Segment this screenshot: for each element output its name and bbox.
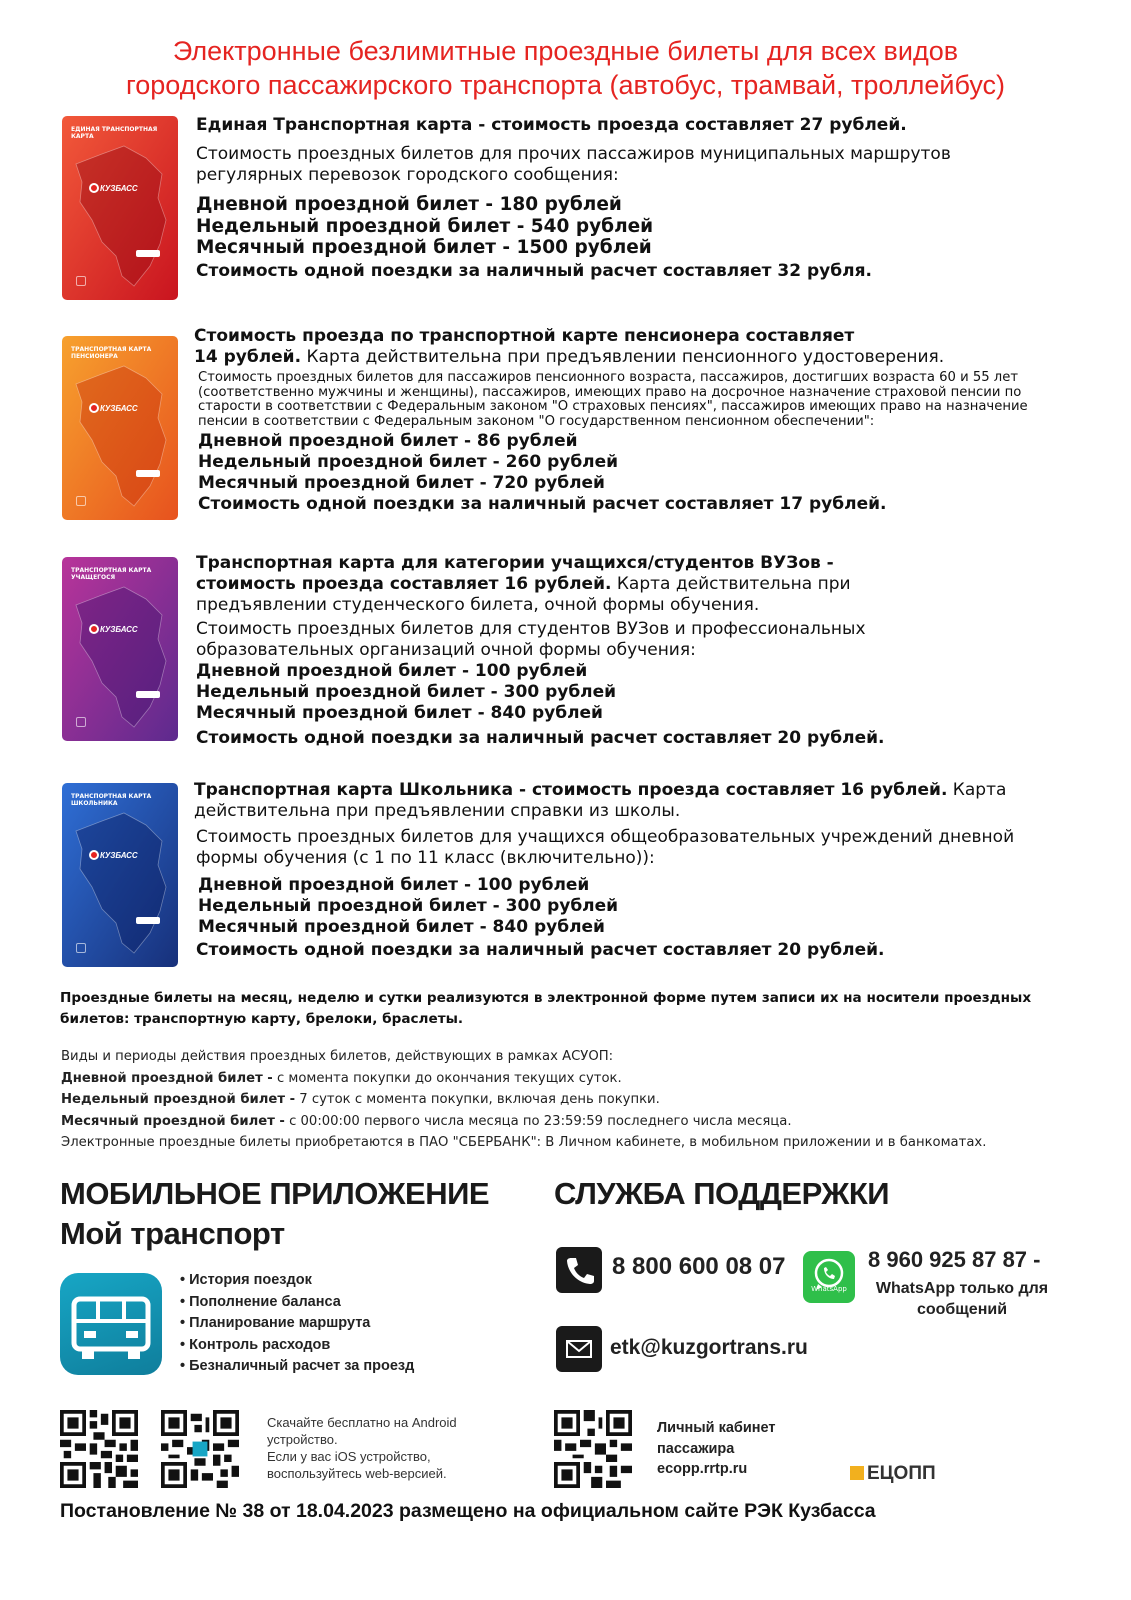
card-pensioner-image [62, 336, 178, 520]
card-student-tag [136, 691, 160, 698]
download-line: Если у вас iOS устройство, [267, 1449, 431, 1464]
section-pensioner [194, 326, 1064, 515]
card-schoolchild-logo-dot [89, 850, 99, 860]
contactless-icon [76, 717, 86, 727]
heading-bold: Транспортная карта для категории учащихся/студентов ВУЗов - [196, 553, 834, 573]
app-name: Мой транспорт [60, 1216, 285, 1251]
period-week-label: Недельный проездной билет - [61, 1092, 296, 1107]
feature-item: • Планирование маршрута [180, 1315, 371, 1331]
card-unified-tag [136, 250, 160, 257]
heading-bold: Стоимость проезда по транспортной карте пенсионера составляет [194, 326, 855, 346]
section-heading [194, 780, 1078, 822]
purchase-info: Электронные проездные билеты приобретаются в ПАО "СБЕРБАНК": В Личном кабинете, в мобильном приложении и в банкоматах. [61, 1135, 987, 1150]
bus-icon[interactable] [60, 1273, 162, 1375]
card-student-label: ТРАНСПОРТНАЯ КАРТА УЧАЩЕГОСЯ [71, 567, 152, 581]
whatsapp-icon-label: WhatsApp [811, 1285, 847, 1293]
heading-bold-2: 14 рублей. [194, 347, 302, 367]
ecopp-name: ЕЦОПП [867, 1463, 936, 1484]
support-email[interactable]: etk@kuzgortrans.ru [610, 1336, 808, 1359]
feature-item: • История поездок [180, 1272, 312, 1288]
price-month: Месячный проездной билет - 1500 рублей [196, 237, 652, 258]
contactless-icon [76, 943, 86, 953]
download-line: Скачайте бесплатно на Android [267, 1415, 457, 1430]
app-heading [60, 1174, 489, 1254]
card-schoolchild-brand: КУЗБАСС [100, 851, 138, 860]
heading-rest: Карта действительна при предъявлении справки из школы. [194, 780, 1007, 821]
price-day: Дневной проездной билет - 100 рублей [198, 875, 590, 895]
price-list [194, 875, 1078, 938]
card-unified-image [62, 116, 178, 300]
price-day: Дневной проездной билет - 86 рублей [198, 431, 578, 451]
card-pensioner-brand: КУЗБАСС [100, 404, 138, 413]
section-description: Стоимость проездных билетов для студентов ВУЗов и профессиональных образовательных организаций очной формы обучения: [196, 619, 866, 660]
price-week: Недельный проездной билет - 300 рублей [198, 896, 619, 916]
whatsapp-icon [803, 1251, 855, 1303]
period-week [61, 1089, 1121, 1111]
period-week-text: 7 суток с момента покупки, включая день покупки. [295, 1092, 660, 1107]
qr-code-cabinet[interactable] [554, 1410, 632, 1488]
app-heading-title: МОБИЛЬНОЕ ПРИЛОЖЕНИЕ [60, 1176, 490, 1211]
app-features [180, 1270, 414, 1378]
price-list [194, 431, 1064, 515]
price-week: Недельный проездной билет - 300 рублей [196, 682, 617, 702]
phone-icon [556, 1247, 602, 1293]
section-description: Стоимость проездных билетов для учащихся общеобразовательных учреждений дневной формы обучения (с 1 по 11 класс (включительно)): [196, 827, 1015, 868]
feature-item: • Безналичный расчет за проезд [180, 1358, 415, 1374]
card-student-image [62, 557, 178, 741]
card-unified-brand: КУЗБАСС [100, 184, 138, 193]
periods-info [61, 1046, 1121, 1154]
card-schoolchild-tag [136, 917, 160, 924]
price-week: Недельный проездной билет - 260 рублей [198, 452, 619, 472]
section-schoolchild [194, 780, 1078, 961]
contactless-icon [76, 496, 86, 506]
cabinet-line: Личный кабинет [657, 1420, 776, 1436]
contactless-icon [76, 276, 86, 286]
section-heading [196, 553, 936, 616]
card-pensioner-label: ТРАНСПОРТНАЯ КАРТА ПЕНСИОНЕРА [71, 346, 152, 360]
price-week: Недельный проездной билет - 540 рублей [196, 215, 654, 237]
feature-item: • Контроль расходов [180, 1336, 331, 1353]
ecopp-logo [850, 1463, 936, 1485]
ecopp-mark-icon [850, 1466, 864, 1480]
carriers-note: Проездные билеты на месяц, неделю и сутки реализуются в электронной форме путем записи их на носители проездных билетов: транспортную карту, брелоки, браслеты. [60, 990, 1032, 1027]
cash-price: Стоимость одной поездки за наличный расчет составляет 32 рубля. [196, 260, 872, 281]
feature-label: Безналичный расчет за проезд [189, 1358, 415, 1374]
period-day [61, 1068, 1121, 1090]
period-month-text: с 00:00:00 первого числа месяца по 23:59:59 последнего числа месяца. [284, 1113, 792, 1129]
period-day-text: с момента покупки до окончания текущих суток. [272, 1070, 622, 1086]
cash-price: Стоимость одной поездки за наличный расчет составляет 20 рублей. [196, 940, 885, 960]
heading-bold-2: стоимость проезда составляет 16 рублей. [196, 574, 612, 594]
download-instructions [267, 1414, 457, 1482]
price-day: Дневной проездной билет - 100 рублей [196, 661, 588, 681]
price-list [196, 661, 936, 724]
section-unified [196, 115, 1066, 282]
feature-label: История поездок [189, 1272, 312, 1288]
price-list [196, 194, 1066, 259]
period-day-label: Дневной проездной билет - [61, 1070, 273, 1086]
card-pensioner-logo-dot [89, 403, 99, 413]
title-line-2: городского пассажирского транспорта (автобус, трамвай, троллейбус) [125, 70, 1006, 100]
price-month: Месячный проездной билет - 840 рублей [196, 703, 603, 723]
card-pensioner-tag [136, 470, 160, 477]
mail-icon [556, 1326, 602, 1372]
price-day: Дневной проездной билет - 180 рублей [196, 194, 622, 215]
cash-price: Стоимость одной поездки за наличный расчет составляет 17 рублей. [198, 494, 887, 514]
page-title [0, 34, 1131, 102]
download-line: воспользуйтесь web-версией. [267, 1466, 447, 1481]
card-student-brand: КУЗБАСС [100, 625, 138, 634]
passenger-cabinet [657, 1418, 776, 1480]
period-month-label: Месячный проездной билет - [61, 1113, 285, 1129]
feature-label: Контроль расходов [189, 1336, 331, 1353]
cabinet-line: пассажира [657, 1440, 735, 1457]
feature-label: Планирование маршрута [189, 1315, 371, 1331]
card-schoolchild-image [62, 783, 178, 967]
title-line-1: Электронные безлимитные проездные билеты для всех видов [172, 36, 959, 66]
section-student [196, 553, 936, 749]
card-unified-label: ЕДИНАЯ ТРАНСПОРТНАЯ КАРТА [71, 126, 158, 140]
qr-code-android[interactable] [60, 1410, 138, 1488]
cash-price: Стоимость одной поездки за наличный расчет составляет 20 рублей. [196, 728, 885, 748]
qr-code-ios[interactable] [161, 1410, 239, 1488]
period-month [61, 1111, 1121, 1133]
price-month: Месячный проездной билет - 720 рублей [198, 473, 605, 493]
heading-bold: Транспортная карта Школьника - стоимость проезда составляет 16 рублей. [194, 780, 948, 800]
footer-resolution: Постановление № 38 от 18.04.2023 размещено на официальном сайте РЭК Кузбасса [60, 1500, 876, 1522]
download-line: устройство. [267, 1432, 338, 1447]
support-phone[interactable]: 8 800 600 08 07 [612, 1253, 786, 1280]
feature-item: • Пополнение баланса [180, 1293, 341, 1310]
whatsapp-phone[interactable]: 8 960 925 87 87 - [868, 1247, 1041, 1272]
section-description: Стоимость проездных билетов для пассажиров пенсионного возраста, пассажиров, достигших возраста 60 и 55 лет (соответственно мужчины и женщины), пассажиров, имеющих право на досрочное назначение страховой пенсии по старости в соответствии с Федеральным законом "О страховых пенсиях", пассажиров имеющих право на назначение пенсии в соответствии с Федеральным законом "О государственном пенсионном обеспечении": [198, 370, 1028, 429]
card-unified-logo-dot [89, 183, 99, 193]
cabinet-link[interactable]: ecopp.rrtp.ru [657, 1461, 748, 1477]
price-month: Месячный проездной билет - 840 рублей [198, 917, 605, 937]
section-heading: Единая Транспортная карта - стоимость проезда составляет 27 рублей. [196, 115, 907, 135]
support-heading: СЛУЖБА ПОДДЕРЖКИ [554, 1176, 890, 1211]
card-schoolchild-label: ТРАНСПОРТНАЯ КАРТА ШКОЛЬНИКА [71, 793, 152, 807]
section-heading [194, 326, 1064, 368]
heading-rest: Карта действительна при предъявлении пенсионного удостоверения. [301, 347, 945, 367]
section-description: Стоимость проездных билетов для прочих пассажиров муниципальных маршрутов регулярных перевозок городского сообщения: [196, 144, 951, 185]
whatsapp-note: WhatsApp только для сообщений [875, 1280, 1049, 1318]
heading-rest: Карта действительна при предъявлении студенческого билета, очной формы обучения. [196, 574, 851, 615]
card-student-logo-dot [89, 624, 99, 634]
feature-label: Пополнение баланса [189, 1293, 341, 1310]
periods-intro: Виды и периоды действия проездных билетов, действующих в рамках АСУОП: [61, 1049, 614, 1064]
